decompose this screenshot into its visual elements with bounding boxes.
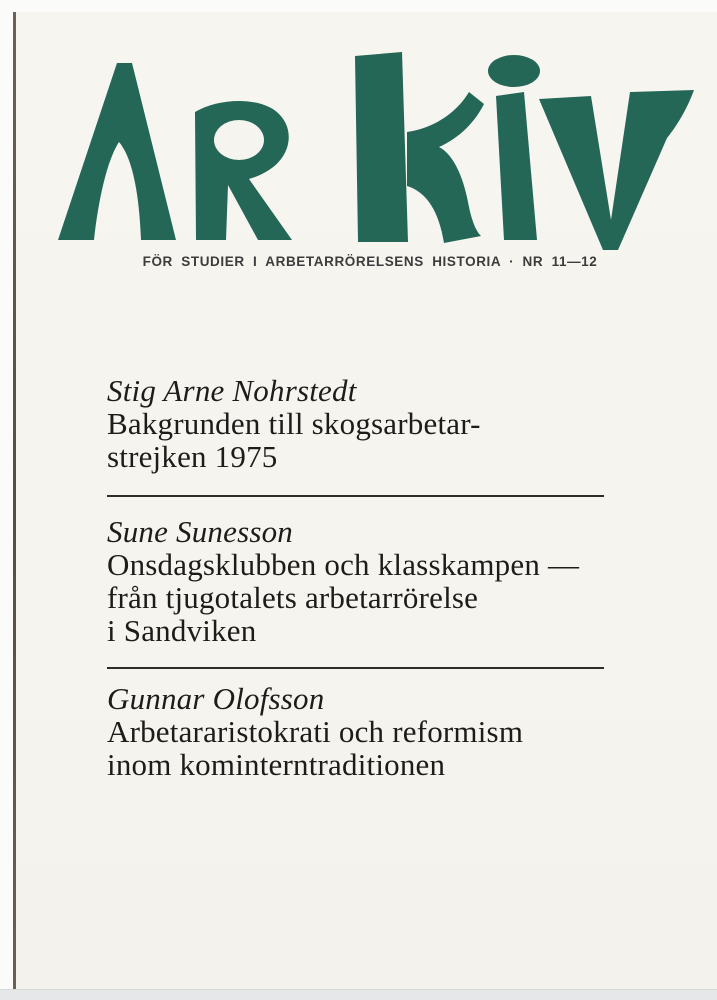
article-author: Stig Arne Nohrstedt	[107, 373, 357, 408]
scan-left-edge	[13, 12, 16, 990]
logo-letter-r-counter	[214, 120, 264, 160]
article-title-line: Bakgrunden till skogsarbetar-	[107, 406, 481, 441]
logo-letter-k-arm	[407, 92, 484, 243]
article-title-line: från tjugotalets arbetarrörelse	[107, 580, 479, 615]
logo-letter-k-stem	[355, 52, 408, 242]
scan-bottom-edge	[0, 989, 717, 1000]
article-title-line: i Sandviken	[107, 613, 257, 648]
article-title-line: inom kominterntraditionen	[107, 747, 446, 782]
arkiv-logo	[55, 50, 695, 250]
article-title-line: Onsdagsklubben och klasskampen —	[107, 547, 580, 582]
journal-tagline: FÖR STUDIER I ARBETARRÖRELSENS HISTORIA · NR 11—12	[142, 254, 598, 269]
logo-letter-v	[539, 90, 694, 250]
article-title-line: Arbetararistokrati och reformism	[107, 714, 524, 749]
article-divider	[107, 495, 604, 497]
article-divider	[107, 667, 604, 669]
logo-letter-i-stem	[496, 92, 537, 240]
article-entry-3	[107, 682, 665, 781]
logo-letter-a	[58, 63, 176, 240]
article-author: Gunnar Olofsson	[107, 681, 325, 716]
article-entry-2	[107, 515, 665, 647]
article-title-line: strejken 1975	[107, 439, 278, 474]
article-author: Sune Sunesson	[107, 514, 293, 549]
article-entry-1	[107, 374, 665, 473]
logo-letter-i-dot	[488, 55, 540, 87]
